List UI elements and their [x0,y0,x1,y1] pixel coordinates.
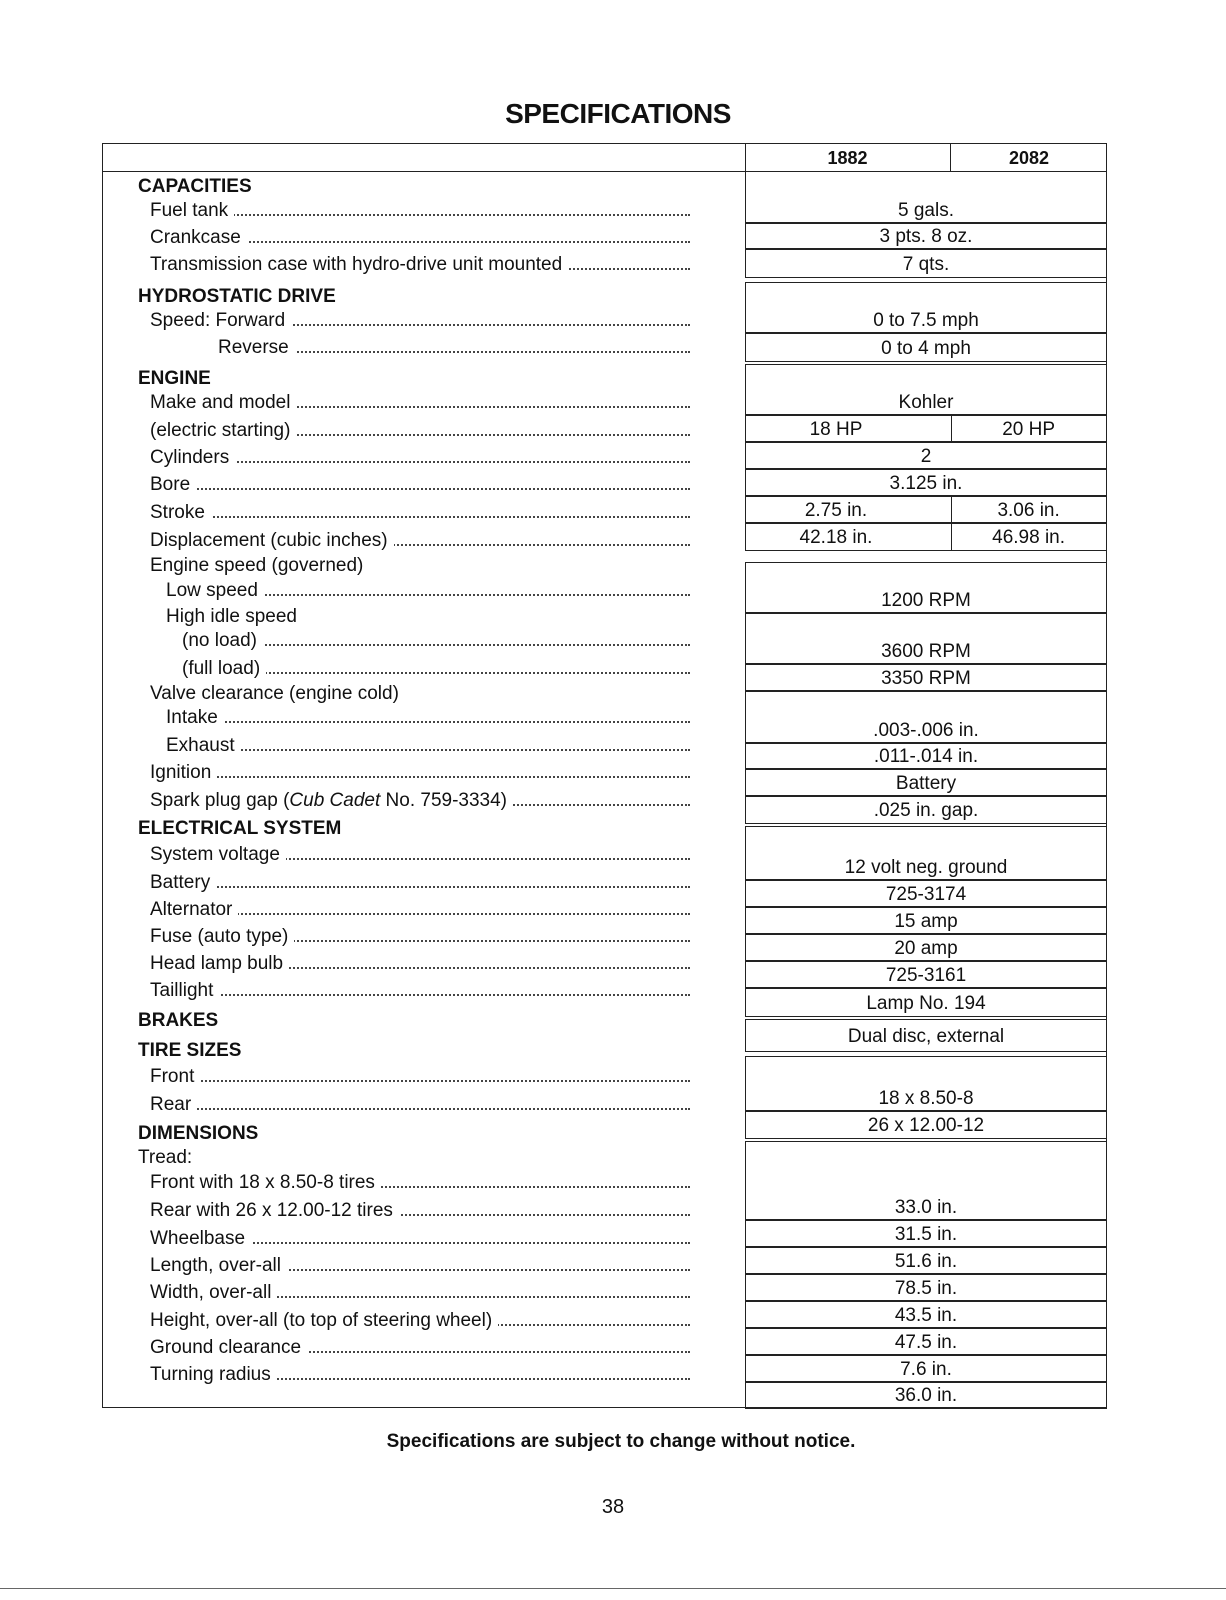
label-rear-tread: Rear with 26 x 12.00-12 tires [150,1198,690,1224]
category-dimensions: DIMENSIONS [138,1123,259,1144]
value-cylinders: 2 [745,441,1107,470]
label-ignition: Ignition [150,760,690,786]
value-wheelbase: 51.6 in. [745,1246,1107,1275]
label-valve-clearance: Valve clearance (engine cold) [150,683,399,704]
label-displacement: Displacement (cubic inches) [150,528,690,554]
value-full-load: 3350 RPM [745,663,1107,692]
value-exhaust: .011-.014 in. [745,742,1107,770]
value-stroke-1882: 2.75 in. [804,500,868,521]
value-head-lamp: 725-3161 [745,960,1107,989]
value-displacement [745,522,1107,551]
value-crankcase: 3 pts. 8 oz. [745,222,1107,250]
label-no-load: (no load) [182,628,690,654]
value-spark-plug: .025 in. gap. [745,795,1107,824]
value-ignition: Battery [745,768,1107,797]
value-transmission: 7 qts. [745,248,1107,278]
value-intake: .003-.006 in. [745,690,1107,744]
value-low-speed: 1200 RPM [745,562,1107,614]
label-cylinders: Cylinders [150,445,690,471]
value-front-tire: 18 x 8.50-8 [745,1056,1107,1112]
label-system-voltage: System voltage [150,842,690,868]
label-fuse: Fuse (auto type) [150,924,690,950]
label-front-tread: Front with 18 x 8.50-8 tires [150,1170,690,1196]
label-engine-speed: Engine speed (governed) [150,555,364,576]
category-capacities: CAPACITIES [138,176,252,197]
value-alternator: 15 amp [745,906,1107,935]
label-rear-tire: Rear [150,1092,690,1118]
value-make-model: Kohler [745,364,1107,416]
label-electric-starting: (electric starting) [150,418,690,444]
label-speed-forward: Speed: Forward [150,308,690,334]
value-speed-forward: 0 to 7.5 mph [745,282,1107,334]
value-front-tread: 33.0 in. [745,1141,1107,1221]
label-ground-clearance: Ground clearance [150,1335,690,1361]
label-length: Length, over-all [150,1253,690,1279]
label-exhaust: Exhaust [166,733,690,759]
value-no-load: 3600 RPM [745,612,1107,665]
page-title: SPECIFICATIONS [505,98,731,129]
category-electrical: ELECTRICAL SYSTEM [138,818,342,839]
value-hp-2082: 20 HP [1002,419,1055,440]
page-number: 38 [601,1496,625,1518]
value-system-voltage: 12 volt neg. ground [745,826,1107,881]
value-battery: 725-3174 [745,879,1107,908]
value-bore: 3.125 in. [745,468,1107,497]
category-hydrostatic: HYDROSTATIC DRIVE [138,286,336,307]
value-width: 43.5 in. [745,1300,1107,1329]
label-taillight: Taillight [150,978,690,1004]
value-rear-tire: 26 x 12.00-12 [745,1110,1107,1139]
cub-cadet-brand: Cub Cadet [289,790,381,811]
label-head-lamp: Head lamp bulb [150,951,690,977]
value-turning-radius: 36.0 in. [745,1381,1107,1409]
value-fuel-tank: 5 gals. [745,171,1107,224]
category-tires: TIRE SIZES [138,1040,242,1061]
label-make-model: Make and model [150,390,690,416]
category-brakes: BRAKES [138,1010,219,1031]
value-rear-tread: 31.5 in. [745,1219,1107,1248]
header-left-border [745,143,746,172]
label-tread: Tread: [138,1147,193,1168]
label-intake: Intake [166,705,690,731]
category-engine: ENGINE [138,368,211,389]
value-stroke [745,495,1107,524]
label-full-load: (full load) [182,656,690,682]
label-bore: Bore [150,472,690,498]
label-wheelbase: Wheelbase [150,1226,690,1252]
label-crankcase: Crankcase [150,225,690,251]
label-stroke: Stroke [150,500,690,526]
footer-note: Specifications are subject to change without notice. [386,1431,856,1452]
model-1882-header: 1882 [745,144,951,172]
value-fuse: 20 amp [745,933,1107,962]
value-taillight: Lamp No. 194 [745,987,1107,1017]
value-disp-1882: 42.18 in. [799,527,873,548]
header-rule [102,171,745,172]
value-hp-1882: 18 HP [809,419,863,440]
label-height: Height, over-all (to top of steering wheel) [150,1308,690,1334]
label-spark-plug: Spark plug gap (Cub Cadet No. 759-3334) [150,788,690,814]
bottom-rule [0,1588,1226,1589]
value-disp-2082: 46.98 in. [992,527,1066,548]
value-reverse: 0 to 4 mph [745,332,1107,362]
label-high-idle: High idle speed [166,606,297,627]
value-brakes: Dual disc, external [745,1019,1107,1052]
value-stroke-2082: 3.06 in. [997,500,1060,521]
label-low-speed: Low speed [166,578,690,604]
label-battery: Battery [150,870,690,896]
label-alternator: Alternator [150,897,690,923]
label-turning-radius: Turning radius [150,1362,690,1388]
value-height: 47.5 in. [745,1327,1107,1356]
value-hp [745,414,1107,443]
value-length: 78.5 in. [745,1273,1107,1302]
label-reverse: Reverse [218,335,690,361]
label-fuel-tank: Fuel tank [150,198,690,224]
label-width: Width, over-all [150,1280,690,1306]
value-ground-clearance: 7.6 in. [745,1354,1107,1383]
label-transmission: Transmission case with hydro-drive unit mounted [150,252,690,278]
label-front-tire: Front [150,1064,690,1090]
model-2082-header: 2082 [1008,148,1050,168]
